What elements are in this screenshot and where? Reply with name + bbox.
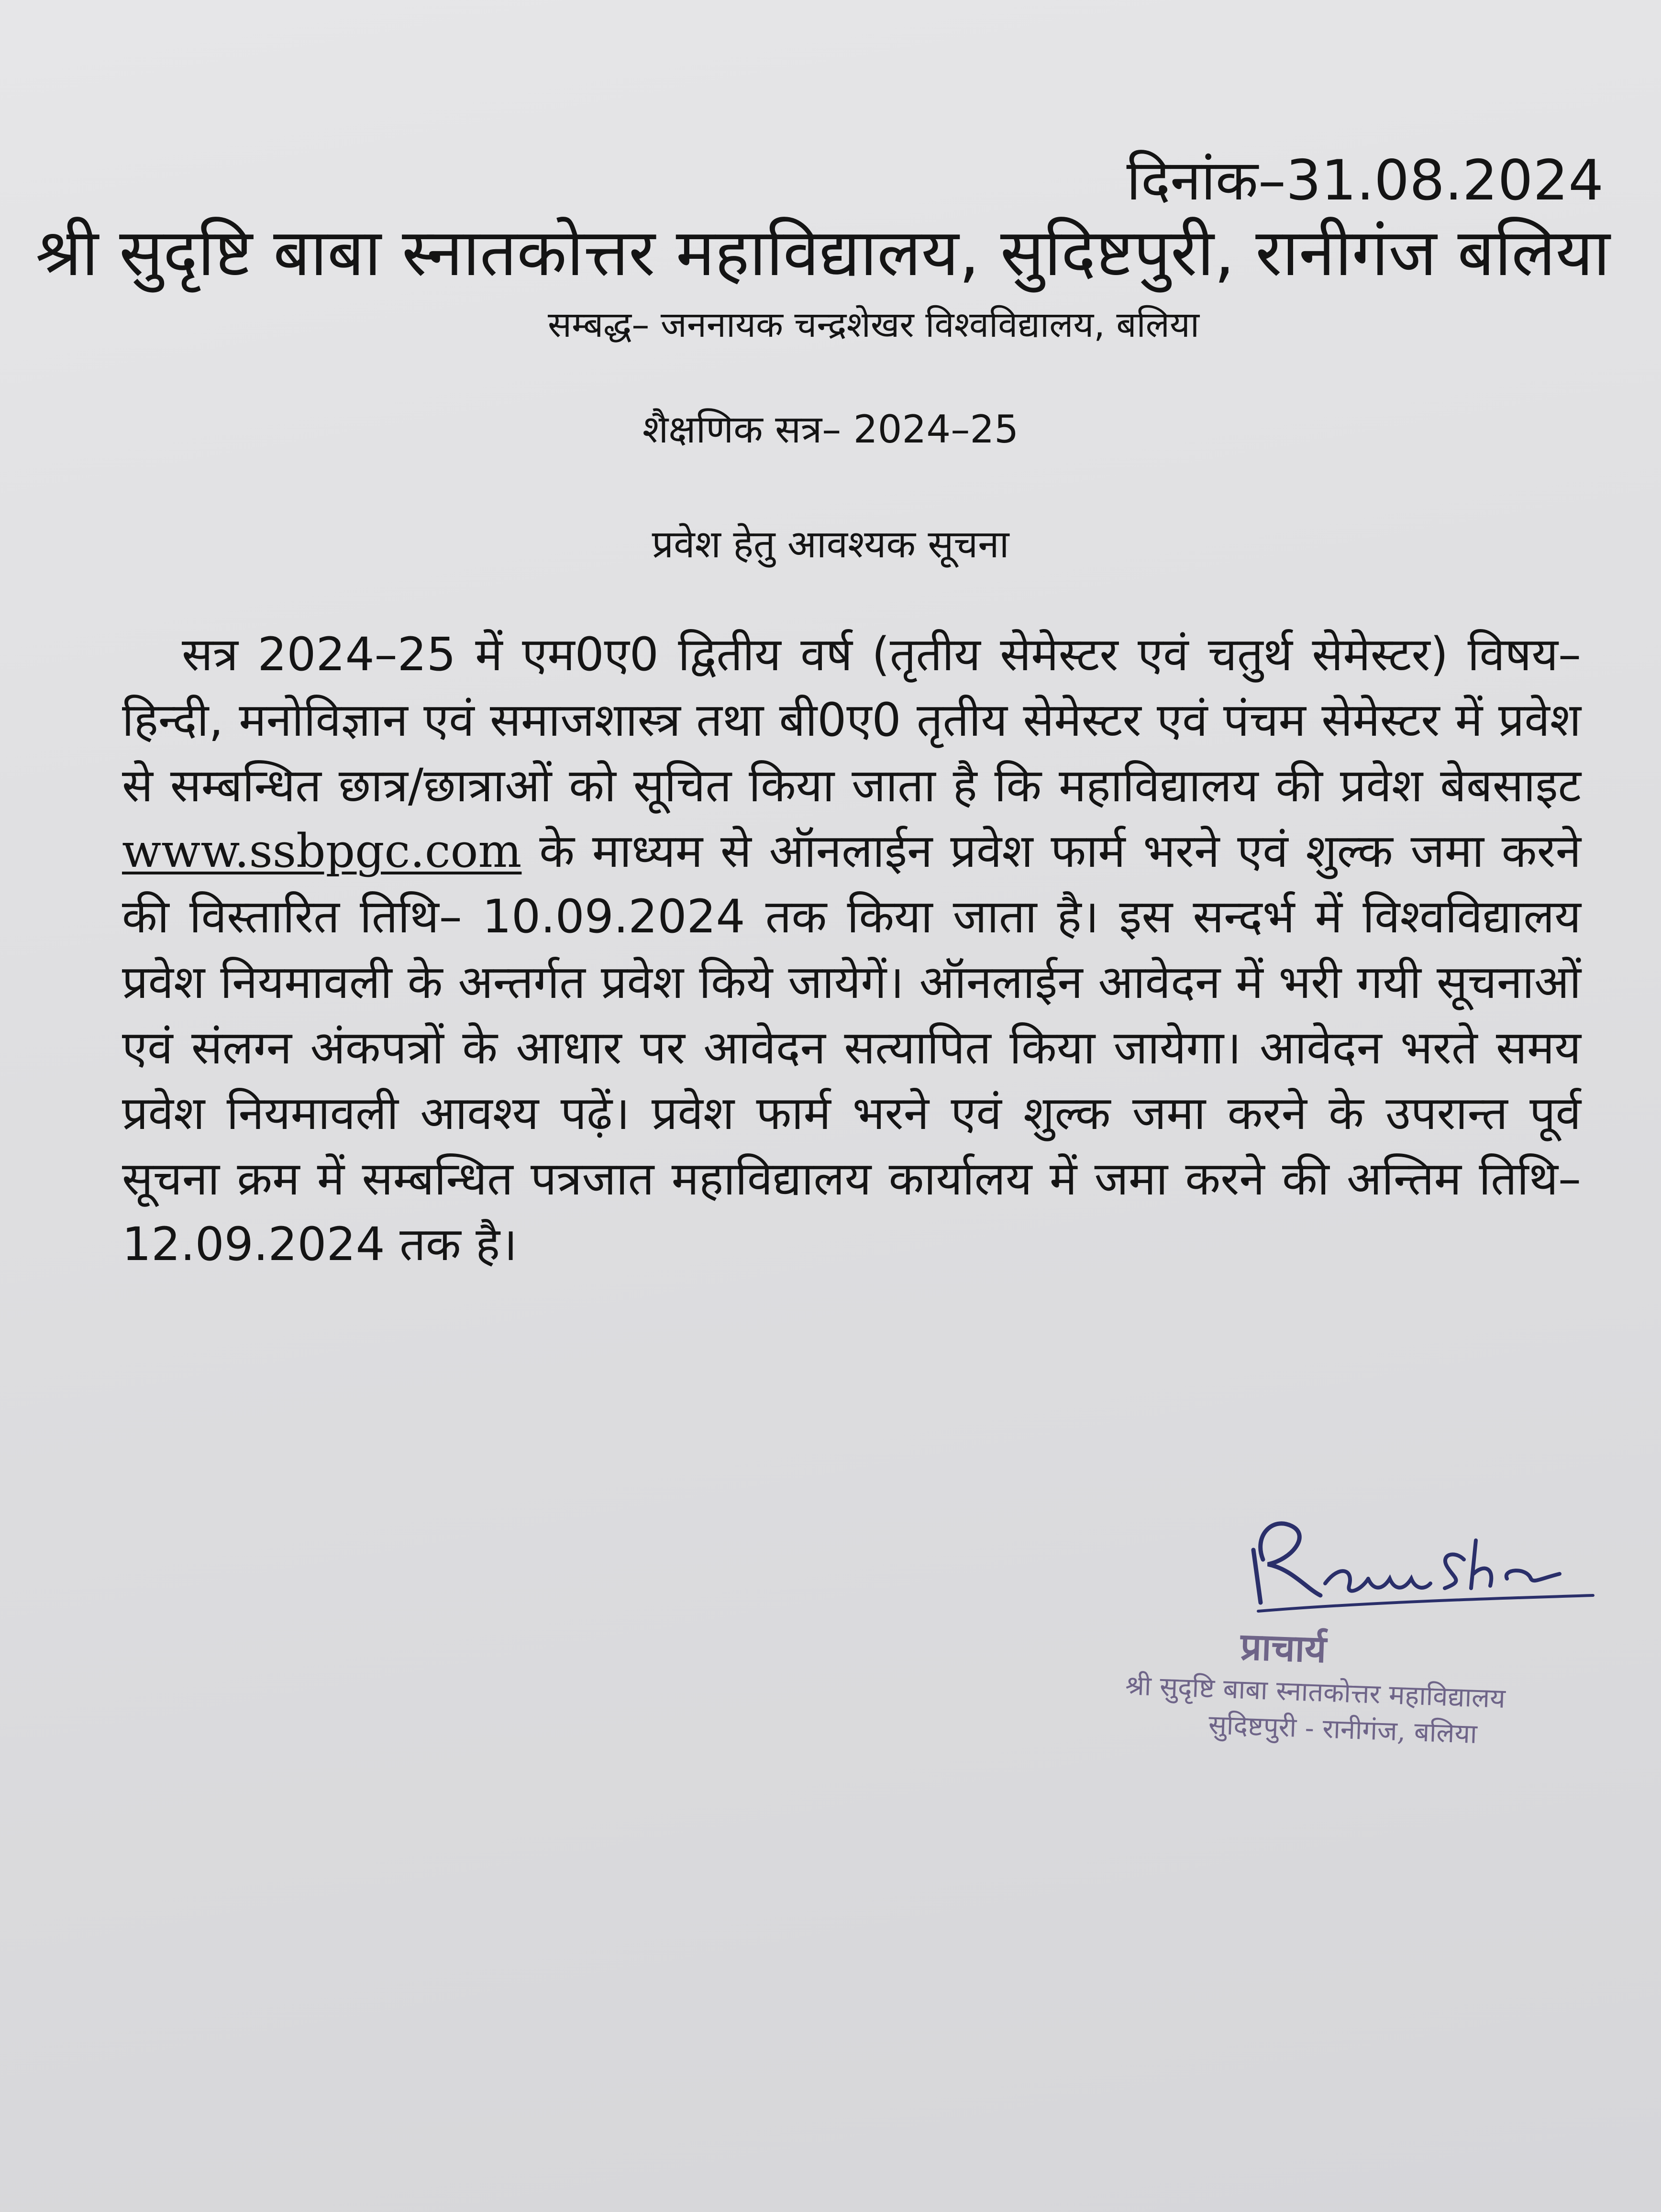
notice-date: दिनांक–31.08.2024 bbox=[1126, 148, 1604, 213]
stamp-college-name: श्री सुदृष्टि बाबा स्नातकोत्तर महाविद्यालय bbox=[1125, 1670, 1506, 1715]
stamp-title: प्राचार्य bbox=[1240, 1625, 1328, 1671]
notice-body-part-1: सत्र 2024–25 में एम0ए0 द्वितीय वर्ष (तृतीय सेमेस्टर एवं चतुर्थ सेमेस्टर) विषय– हिन्दी, मनोविज्ञान एवं समाजशास्त्र तथा बी0ए0 तृतीय सेमेस्टर एवं पंचम सेमेस्टर में प्रवेश से सम्बन्धित छात्र/छात्राओं को सूचित किया जाता है कि महाविद्यालय की प्रवेश बेबसाइट bbox=[122, 628, 1581, 812]
stamp-address: सुदिष्टपुरी - रानीगंज, बलिया bbox=[1208, 1709, 1478, 1750]
notice-body-part-2: के माध्यम से ऑनलाईन प्रवेश फार्म भरने एवं शुल्क जमा करने की विस्तारित तिथि– 10.09.2024 तक किया जाता है। इस सन्दर्भ में विश्वविद्यालय प्रवेश नियमावली के अन्तर्गत प्रवेश किये जायेगें। ऑनलाईन आवेदन में भरी गयी सूचनाओं एवं संलग्न अंकपत्रों के आधार पर आवेदन सत्यापित किया जायेगा। आवेदन भरते समय प्रवेश नियमावली आवश्य पढ़ें। प्रवेश फार्म भरने एवं शुल्क जमा करने के उपरान्त पूर्व सूचना क्रम में सम्बन्धित पत्रजात महाविद्यालय कार्यालय में जमा करने की अन्तिम तिथि– 12.09.2024 तक है। bbox=[122, 824, 1581, 1271]
academic-session: शैक्षणिक सत्र– 2024–25 bbox=[642, 407, 1019, 452]
notice-title: प्रवेश हेतु आवश्यक सूचना bbox=[652, 522, 1009, 566]
college-name-heading: श्री सुदृष्टि बाबा स्नातकोत्तर महाविद्यालय, सुदिष्टपुरी, रानीगंज बलिया bbox=[35, 215, 1610, 291]
principal-signature bbox=[1196, 1507, 1607, 1636]
website-link[interactable]: www.ssbpgc.com bbox=[122, 824, 522, 878]
affiliation-line: सम्बद्ध– जननायक चन्द्रशेखर विश्वविद्यालय, बलिया bbox=[547, 304, 1200, 345]
principal-stamp bbox=[1074, 1616, 1557, 1755]
notice-body bbox=[122, 622, 1581, 1277]
